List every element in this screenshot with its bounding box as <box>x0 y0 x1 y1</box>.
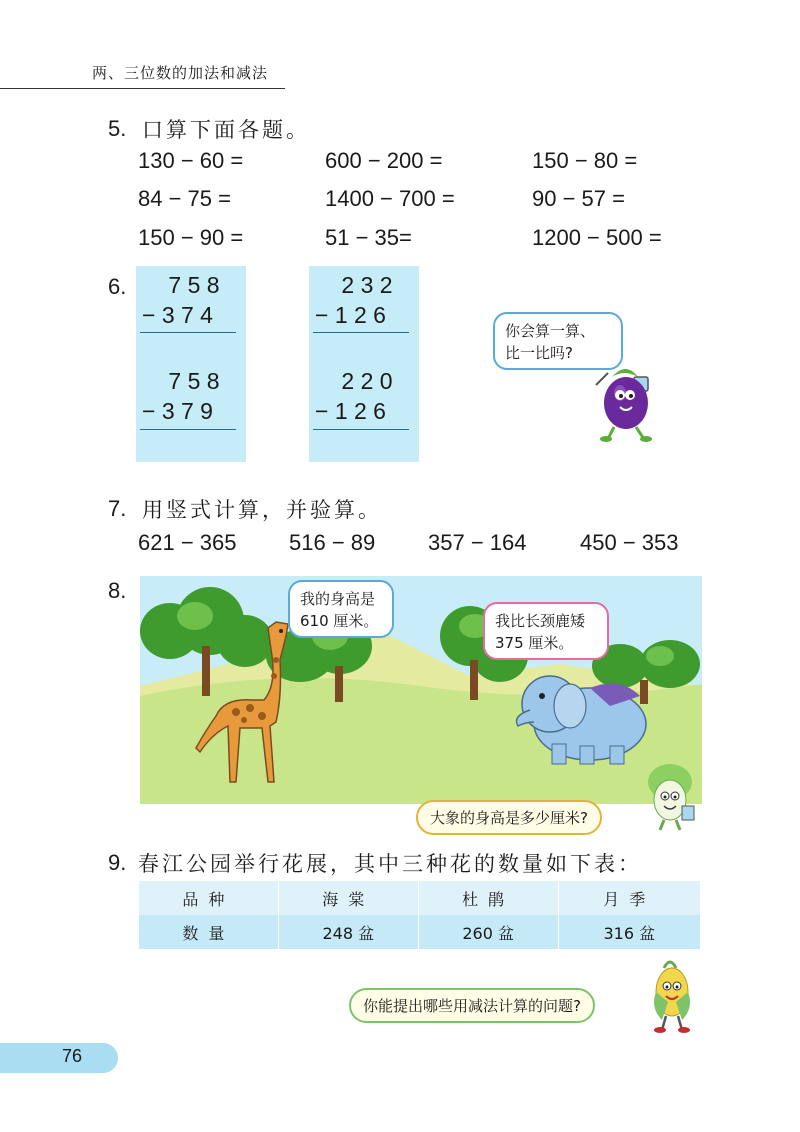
q6-number: 6. <box>108 274 127 299</box>
q7-expr: 357 − 164 <box>428 530 527 555</box>
bubble-line: 比一比吗? <box>505 344 573 362</box>
calc-line <box>313 332 409 333</box>
bubble-line: 我的身高是 <box>300 590 376 608</box>
cabbage-mascot-icon <box>640 760 700 832</box>
table-header-cell: 杜鹃 <box>418 881 558 915</box>
flower-count-table <box>138 881 700 949</box>
question-bubble-subtraction: 你能提出哪些用减法计算的问题? <box>349 988 595 1023</box>
q5-expr: 130 − 60 = <box>138 148 244 173</box>
corn-mascot-icon <box>640 958 704 1034</box>
vertical-calc-box-left <box>136 266 246 462</box>
calc-operand: − 1 2 6 <box>315 398 386 424</box>
calc-line <box>140 332 236 333</box>
q7-expr: 516 − 89 <box>289 530 376 555</box>
speech-bubble-giraffe <box>288 580 394 638</box>
q5-number: 5. <box>108 116 127 141</box>
q7-number: 7. <box>108 496 127 521</box>
table-cell: 数量 <box>139 915 279 949</box>
calc-line <box>313 429 409 430</box>
q8-number: 8. <box>108 578 127 603</box>
calc-operand: − 3 7 4 <box>142 302 213 328</box>
bubble-line: 610 厘米。 <box>300 612 379 630</box>
calc-line <box>140 429 236 430</box>
table-header-row <box>139 881 701 915</box>
giraffe-elephant-scene-illustration <box>140 576 702 804</box>
page-number: 76 <box>62 1046 83 1066</box>
speech-bubble-elephant <box>483 602 609 660</box>
bubble-line: 375 厘米。 <box>495 634 574 652</box>
calc-operand: 2 3 2 <box>335 272 393 298</box>
table-header-cell: 海棠 <box>278 881 418 915</box>
q7-expr: 450 − 353 <box>580 530 679 555</box>
bubble-line: 我比长颈鹿矮 <box>495 612 586 630</box>
q9-number: 9. <box>108 850 127 875</box>
table-row <box>139 915 701 949</box>
q7-title: 用竖式计算，并验算。 <box>142 498 382 522</box>
q5-expr: 90 − 57 = <box>532 186 625 211</box>
question-bubble-elephant-height: 大象的身高是多少厘米? <box>416 800 602 835</box>
q7-expr: 621 − 365 <box>138 530 237 555</box>
q9-title: 春江公园举行花展，其中三种花的数量如下表： <box>138 852 642 876</box>
table-cell: 316 盆 <box>558 915 700 949</box>
table-header-cell: 月季 <box>558 881 700 915</box>
section-header: 两、三位数的加法和减法 <box>92 64 269 82</box>
page-number-tab <box>0 1043 118 1073</box>
table-cell: 248 盆 <box>278 915 418 949</box>
q5-expr: 51 − 35= <box>325 225 412 250</box>
q5-title: 口算下面各题。 <box>142 118 310 142</box>
eggplant-mascot-icon <box>590 355 670 445</box>
q5-expr: 1400 − 700 = <box>325 186 455 211</box>
calc-operand: 7 5 8 <box>162 368 220 394</box>
calc-operand: − 1 2 6 <box>315 302 386 328</box>
q5-expr: 150 − 80 = <box>532 148 638 173</box>
q5-expr: 600 − 200 = <box>325 148 443 173</box>
bubble-line: 你会算一算、 <box>505 322 596 340</box>
calc-operand: 2 2 0 <box>335 368 393 394</box>
header-rule <box>0 88 285 89</box>
q5-expr: 84 − 75 = <box>138 186 231 211</box>
vertical-calc-box-right <box>309 266 419 462</box>
table-header-cell: 品种 <box>139 881 279 915</box>
calc-operand: − 3 7 9 <box>142 398 213 424</box>
q5-expr: 150 − 90 = <box>138 225 244 250</box>
table-cell: 260 盆 <box>418 915 558 949</box>
q5-expr: 1200 − 500 = <box>532 225 662 250</box>
calc-operand: 7 5 8 <box>162 272 220 298</box>
